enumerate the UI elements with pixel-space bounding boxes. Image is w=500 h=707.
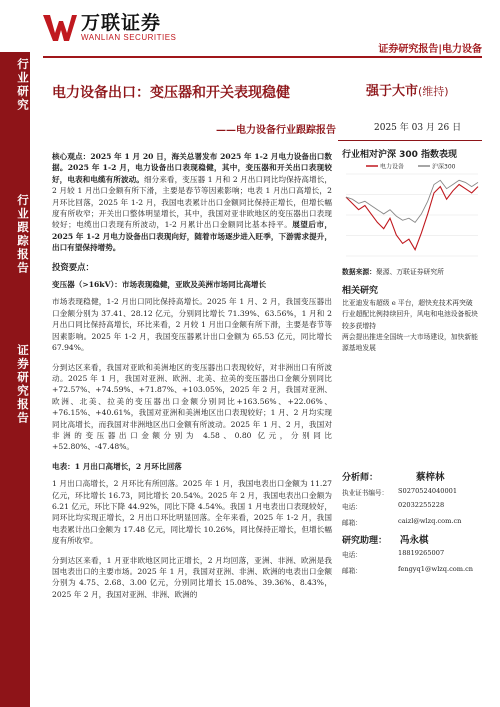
cert-label: 执业证书编号： xyxy=(342,489,389,497)
chart-legend xyxy=(366,163,456,171)
left-sidebar xyxy=(0,52,30,707)
series-line-hs300 xyxy=(346,180,478,222)
cert-row xyxy=(342,487,458,497)
related-research-heading: 相关研究 xyxy=(342,286,379,296)
assistant-name: 冯永棋 xyxy=(400,535,429,546)
related-item[interactable]: 两会提出推进全国统一大市场建设，加快新能源基地发展 xyxy=(342,332,478,353)
logo-cn-text: 万联证券 xyxy=(81,12,162,34)
investment-points-heading: 投资要点： xyxy=(52,261,94,272)
right-column-divider xyxy=(338,140,482,141)
tel-value: 02032255228 xyxy=(398,501,445,509)
rating-note: (维持) xyxy=(418,85,449,98)
sidebar-label-industry: 行业研究 xyxy=(16,58,30,112)
section-meter-p2: 分到达区来看，1 月亚非欧地区同比正增长，2 月均回落，亚洲、非洲、欧洲是我国电表出口的主要市场。2025 年 1 月，我国对亚洲、非洲、欧洲的电表出口金额分别为 4.75、2.68、3.00 亿元，分别同比增长 15.08%、39.36%、8.43%，2025 年 2 月，我国对亚洲、非洲、欧洲的 xyxy=(52,555,332,599)
assistant-label: 研究助理： xyxy=(342,536,388,546)
tel2-value: 18819265007 xyxy=(398,549,445,557)
related-item[interactable]: 行业超配比例持续回升，风电和电池设备板块较多获增持 xyxy=(342,310,478,330)
relative-performance-chart xyxy=(342,160,482,260)
email-label: 邮箱： xyxy=(342,519,362,527)
analyst-name: 蔡梓林 xyxy=(416,472,445,483)
section-transformer-title: 变压器（>16kV）：市场表现稳健，亚欧及美洲市场同比高增长 xyxy=(52,280,267,290)
main-content xyxy=(52,151,332,608)
rating-text: 强于大市 xyxy=(366,84,419,99)
section-meter-p1: 1 月出口高增长，2 月环比有所回落。2025 年 1 月，我国电表出口金额为 11.27 亿元，环比增长 16.73，同比增长 20.54%。2025 年 2 月，我国电表出口金额为 6.21 亿元，环比下降 44.92%，同比下降 4.54%。我国 1 月电表出口表现较好，同环比均实现正增长，2 月出口环比明显回落。全年来看，2025 年 1-2 月，我国电表累计出口金额为 17.48 亿元，同比增长 10.26%，同比保持正增长，但增长幅度有所收窄。 xyxy=(52,479,332,546)
tel2-label: 电话： xyxy=(342,551,362,559)
core-paragraph xyxy=(52,151,332,254)
core-lead: 核心观点： xyxy=(52,152,91,161)
email2-label: 邮箱： xyxy=(342,567,362,575)
chart-source xyxy=(342,266,444,276)
chart-title: 行业相对沪深 300 指数表现 xyxy=(342,150,458,160)
chart-svg xyxy=(342,160,482,260)
email-value[interactable]: caizl@wlzq.com.cn xyxy=(398,517,462,525)
legend-label-hs300: 沪深300 xyxy=(432,163,456,171)
core-bold-text: 2025 年 1 月 20 日，海关总署发布 2025 年 1-2 月电力设备出口数据。2025 年 1-2 月，电力设备出口表现稳健，其中，变压器和开关出口表现较好，电表和电缆有所波动。 xyxy=(52,152,333,184)
chart-source-label: 数据来源： xyxy=(342,268,376,276)
chart-source-text: 聚源、万联证券研究所 xyxy=(375,268,444,276)
header-divider xyxy=(43,56,482,58)
tel-label: 电话： xyxy=(342,503,362,511)
email2-value[interactable]: fengyq1@wlzq.com.cn xyxy=(398,565,474,573)
section-transformer-p2: 分到达区来看，我国对亚欧和美洲地区的变压器出口表现较好，对非洲出口有所波动。2025 年 1 月，我国对亚洲、欧洲、北美、拉美的变压器出口金额分别同比+72.57%、+74.59%、+71.87%、+103.05%，2025 年 2 月，我国对亚洲、欧洲、北美、拉美的变压器出口金额分别同比+163.56%、+22.06%、+76.15%、+40.61%，我国对亚洲和美洲地区出口表现较好；1 月、2 月均实现同比高增长，而我国对非洲地区出口金额有所波动。2025 年 1 月、2 月，我国对非洲的变压器出口金额分别为 4.58、0.80 亿元，分别同比+52.80%、-47.48%。 xyxy=(52,362,332,452)
report-title: 电力设备出口：变压器和开关表现稳健 xyxy=(52,85,290,101)
core-detail-text: 细分来看，变压器 1 月和 2 月出口同比均保持高增长，2 月较 1 月出口金额有所下滑，主要是春节等因素影响；电表 1 月出口高增长，2 月环比回落，2025 年 1-2 月，我国电表累计出口金额同比保持正增长，但增长幅度有所收窄；开关出口整体明显增长，其中，我国对亚非欧地区的变压器出口表现较好；电缆出口表现有所波动，1-2 月累计出口金额同比基本持平。 xyxy=(52,174,332,230)
logo-w-icon xyxy=(43,13,77,43)
related-research-list xyxy=(342,298,484,354)
email2-row xyxy=(342,565,474,575)
tel2-row xyxy=(342,549,445,559)
email-row xyxy=(342,517,462,527)
section-transformer-p1: 市场表现稳健，1-2 月出口同比保持高增长。2025 年 1 月、2 月，我国变压器出口金额分别为 37.41、28.12 亿元，分别同比增长 71.39%、63.56%，1 月和 2 月出口同比保持高增长，环比来看，2 月较 1 月出口金额有所下滑，主要是春节等因素影响。2025 年 1-2 月，我国变压器累计出口金额为 65.53 亿元，同比增长 67.94%。 xyxy=(52,297,332,353)
tel-row xyxy=(342,501,445,511)
cert-value: S0270524040001 xyxy=(398,487,458,495)
rating-badge xyxy=(366,80,449,99)
report-type-label: 证券研究报告|电力设备 xyxy=(378,44,482,55)
related-item[interactable]: 比亚迪发布超级 e 平台，超快充技术再突破 xyxy=(342,299,473,307)
sidebar-label-tracking: 行业跟踪报告 xyxy=(16,194,30,275)
report-subtitle: ——电力设备行业跟踪报告 xyxy=(216,125,336,136)
analyst-label: 分析师： xyxy=(342,473,379,483)
legend-label-power: 电力设备 xyxy=(380,163,405,171)
company-logo xyxy=(43,10,176,46)
section-meter-title: 电表：1 月出口高增长，2 月环比回落 xyxy=(52,461,182,471)
logo-en-text: WANLIAN SECURITIES xyxy=(81,33,177,42)
report-date: 2025 年 03 月 26 日 xyxy=(374,123,462,133)
sidebar-label-research: 证券研究报告 xyxy=(16,344,30,425)
outlook-text: 展望后市，2025 年 1-2 月电力设备出口表现向好，随着市场逐步进入旺季，下游需求提升，出口有望保持增势。 xyxy=(52,220,333,253)
